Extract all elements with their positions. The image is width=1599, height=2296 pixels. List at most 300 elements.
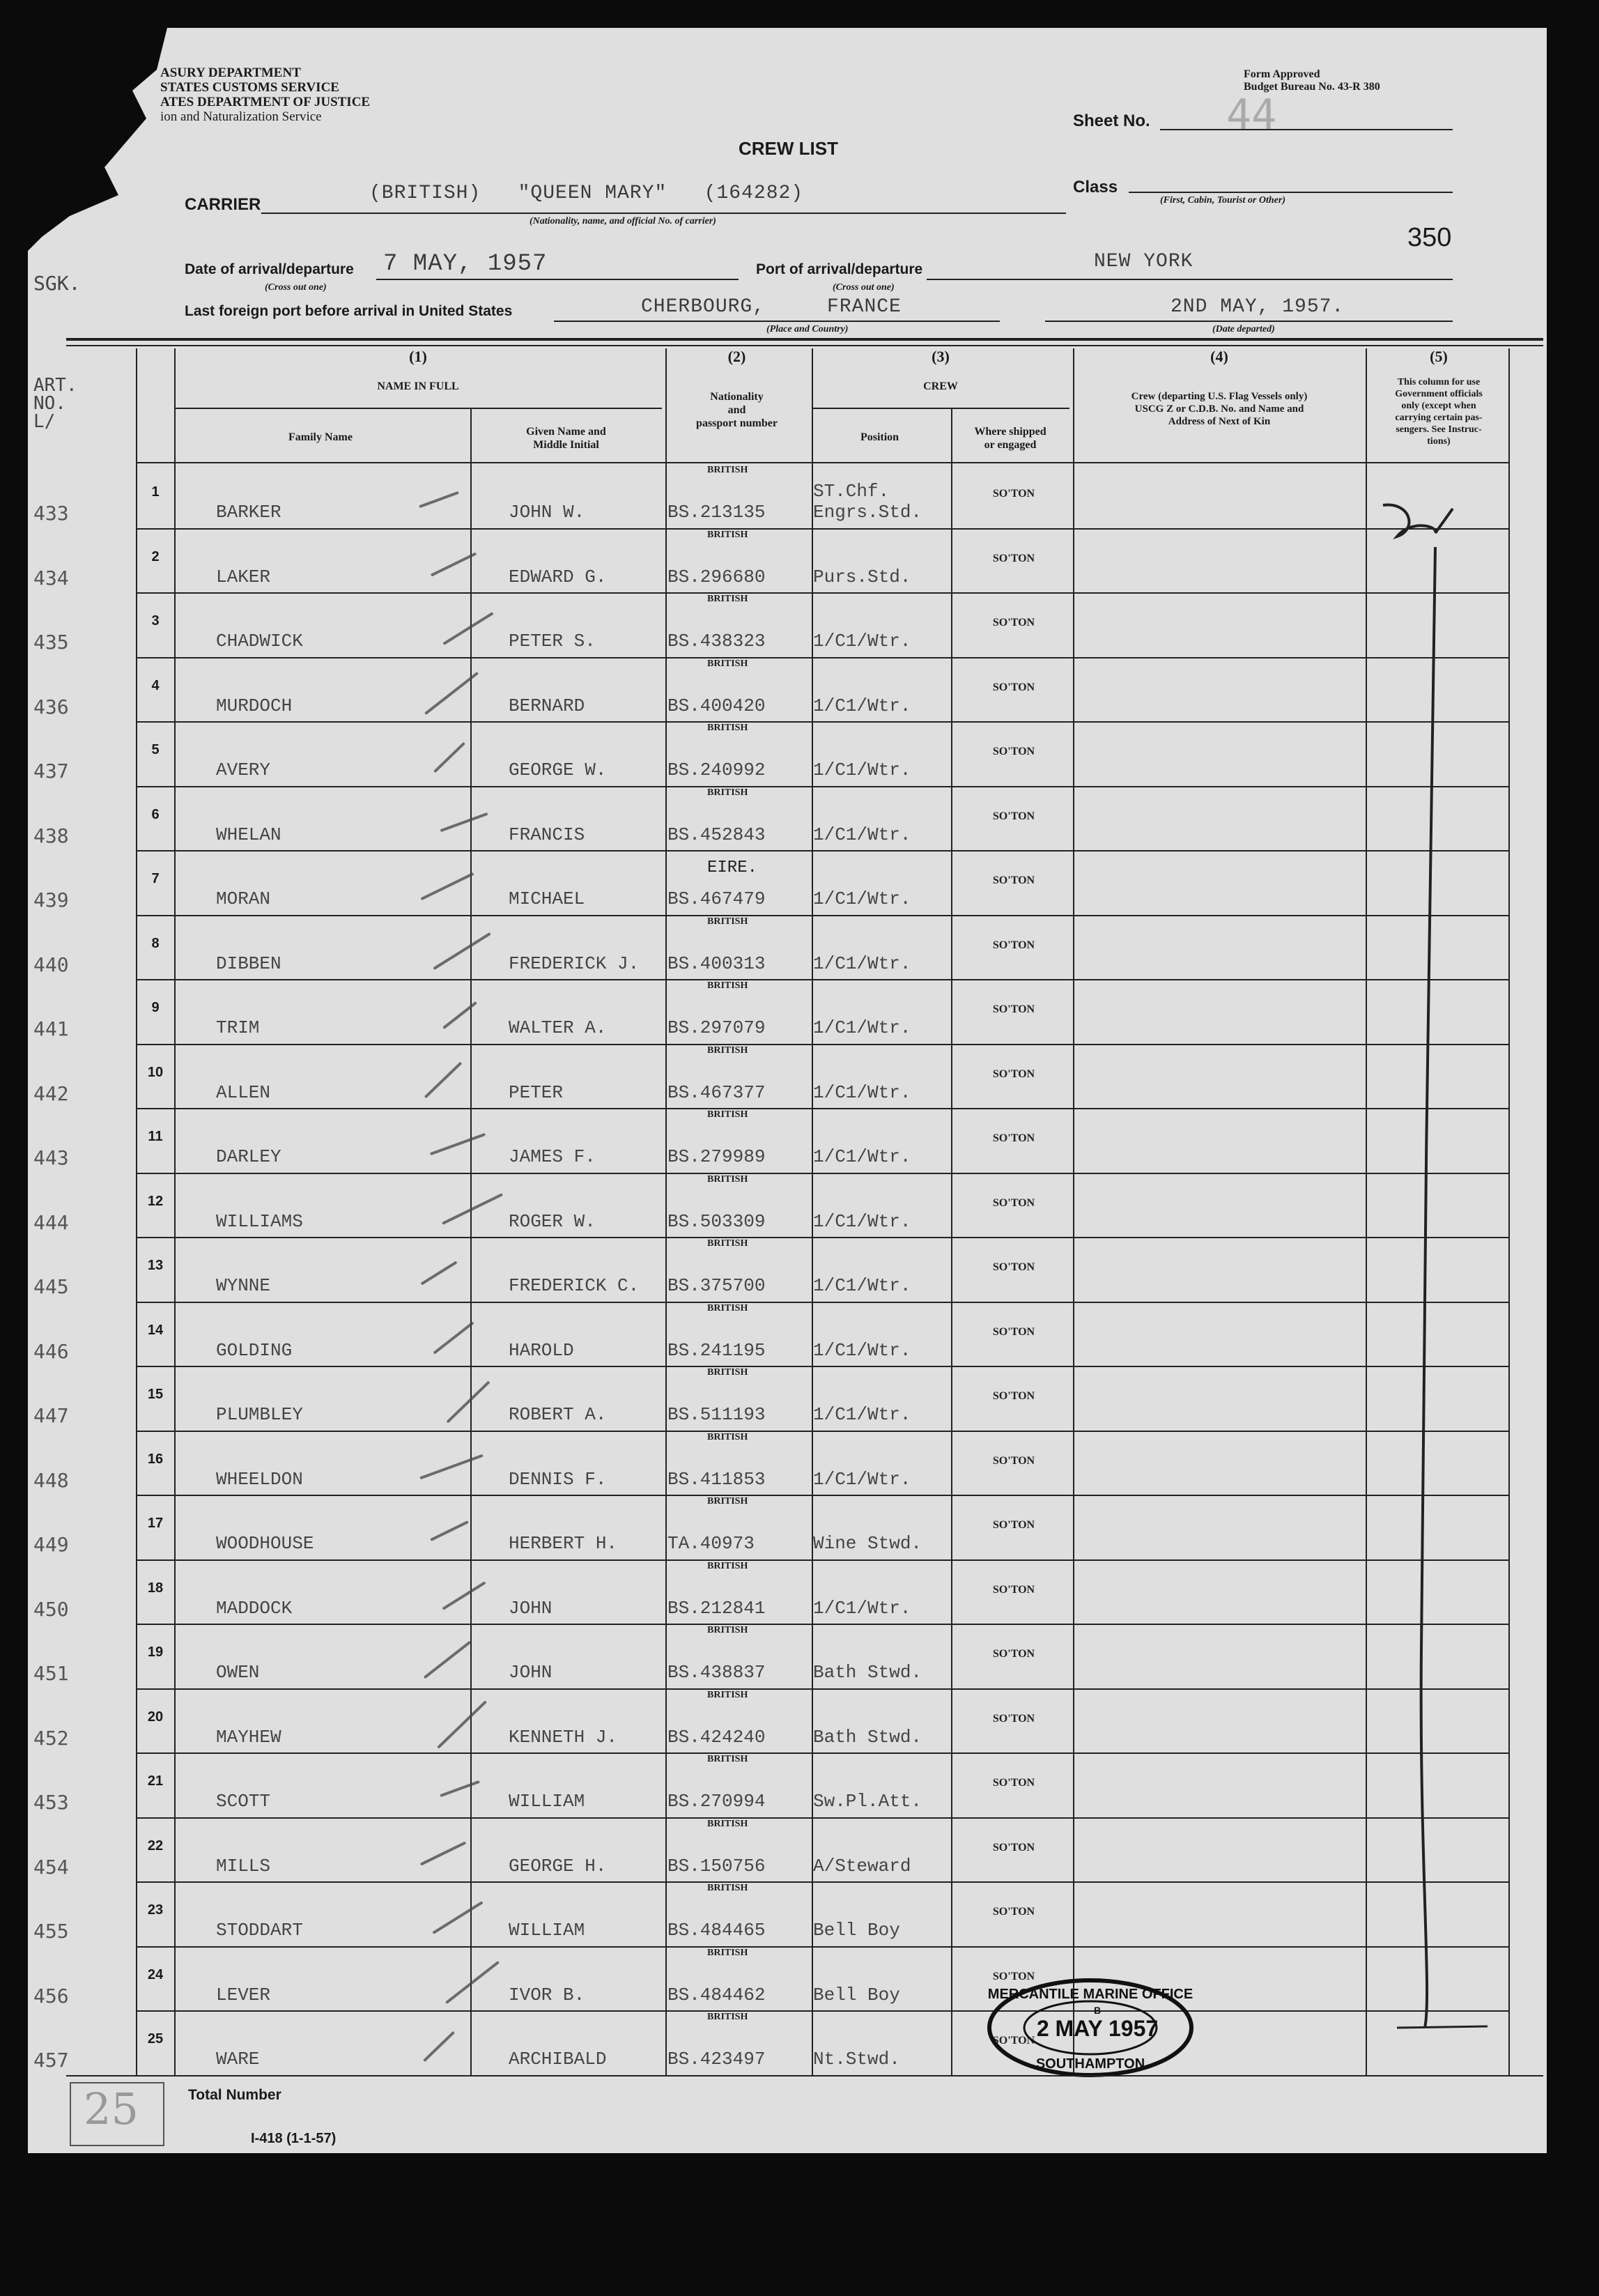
row-rule xyxy=(136,1366,1508,1367)
family-name-cell: AVERY xyxy=(216,760,271,780)
nationality-header: Nationality and passport number xyxy=(696,391,778,429)
check-mark xyxy=(419,1454,484,1479)
nationality-cell: BRITISH xyxy=(707,1947,748,1958)
table-top-rule-2 xyxy=(66,345,1543,346)
class-label: Class xyxy=(1073,178,1118,197)
passport-number-cell: BS.400313 xyxy=(667,953,766,974)
family-name-cell: SCOTT xyxy=(216,1791,271,1812)
crew-header: CREW xyxy=(923,380,958,392)
row-number: 24 xyxy=(147,1966,164,1982)
row-number: 20 xyxy=(147,1709,164,1725)
column-rule xyxy=(174,348,176,2075)
crew-header-rule xyxy=(812,408,1069,409)
given-name-cell: EDWARD G. xyxy=(509,566,607,587)
check-mark xyxy=(430,1520,469,1541)
date-departed-value: 2ND MAY, 1957. xyxy=(1171,296,1345,318)
check-mark xyxy=(423,2031,455,2063)
sgk-mark: SGK. xyxy=(33,272,81,295)
nationality-cell: BRITISH xyxy=(707,723,748,733)
family-name-cell: CHADWICK xyxy=(216,631,303,652)
cross-out-note-1: (Cross out one) xyxy=(265,282,327,293)
check-mark xyxy=(424,1061,463,1098)
date-departed-note: (Date departed) xyxy=(1212,324,1275,334)
art-number: 456 xyxy=(33,1984,69,2008)
given-name-cell: DENNIS F. xyxy=(509,1468,607,1490)
check-mark xyxy=(442,1193,503,1225)
where-shipped-cell: SO'TON xyxy=(992,681,1035,693)
given-name-cell: GEORGE W. xyxy=(509,760,607,780)
where-shipped-cell: SO'TON xyxy=(992,1325,1035,1338)
where-shipped-cell: SO'TON xyxy=(992,1132,1035,1144)
footer-rule xyxy=(66,2075,1543,2077)
position-cell: 1/C1/Wtr. xyxy=(813,1017,911,1038)
nationality-cell: BRITISH xyxy=(707,1045,748,1056)
given-name-cell: JOHN xyxy=(509,1662,553,1683)
check-mark xyxy=(433,742,465,773)
carrier-value: (BRITISH) "QUEEN MARY" (164282) xyxy=(369,183,804,204)
row-rule xyxy=(136,850,1508,852)
given-name-cell: FREDERICK C. xyxy=(509,1275,640,1296)
nationality-cell: BRITISH xyxy=(707,1818,748,1829)
cross-out-note-2: (Cross out one) xyxy=(833,282,895,293)
total-label: Total Number xyxy=(188,2087,281,2103)
given-name-cell: FREDERICK J. xyxy=(509,953,640,974)
row-number: 6 xyxy=(151,806,160,822)
art-number: 446 xyxy=(33,1339,69,1363)
where-shipped-cell: SO'TON xyxy=(992,1777,1035,1789)
class-line xyxy=(1129,192,1453,193)
art-number: 450 xyxy=(33,1597,69,1621)
nationality-cell: BRITISH xyxy=(707,465,748,475)
position-cell: 1/C1/Wtr. xyxy=(813,1597,911,1619)
family-name-cell: PLUMBLEY xyxy=(216,1404,303,1425)
where-shipped-cell: SO'TON xyxy=(992,1712,1035,1725)
row-number: 25 xyxy=(147,2031,164,2047)
passport-number-cell: BS.467479 xyxy=(667,888,766,909)
passport-number-cell: BS.240992 xyxy=(667,760,766,780)
family-name-cell: WOODHOUSE xyxy=(216,1533,314,1554)
passport-number-cell: BS.150756 xyxy=(667,1855,766,1877)
header-bottom-rule xyxy=(136,462,1508,463)
art-number: 434 xyxy=(33,566,69,590)
date-departed-line xyxy=(1045,321,1453,322)
col1-number: (1) xyxy=(409,348,427,365)
port-label: Port of arrival/departure xyxy=(756,261,923,277)
nationality-cell: BRITISH xyxy=(707,787,748,798)
table-top-rule xyxy=(66,338,1543,341)
col4-number: (4) xyxy=(1210,348,1228,365)
family-name-cell: WILLIAMS xyxy=(216,1210,303,1232)
nationality-cell: BRITISH xyxy=(707,1496,748,1507)
family-name-cell: BARKER xyxy=(216,502,281,523)
row-number: 2 xyxy=(151,548,160,564)
passport-number-cell: BS.296680 xyxy=(667,566,766,587)
passport-number-cell: BS.503309 xyxy=(667,1210,766,1232)
nationality-cell: BRITISH xyxy=(707,658,748,669)
position-cell: Nt.Stwd. xyxy=(813,2049,900,2070)
position-cell: 1/C1/Wtr. xyxy=(813,1404,911,1425)
family-name-cell: WARE xyxy=(216,2049,260,2070)
art-number: 443 xyxy=(33,1146,69,1169)
nationality-cell: BRITISH xyxy=(707,916,748,927)
position-cell: ST.Chf. Engrs.Std. xyxy=(813,481,922,523)
position-cell: 1/C1/Wtr. xyxy=(813,760,911,780)
stamp-location: SOUTHAMPTON xyxy=(1035,2056,1145,2072)
row-number: 17 xyxy=(147,1516,164,1531)
given-name-cell: ROGER W. xyxy=(509,1210,596,1232)
where-shipped-cell: SO'TON xyxy=(992,1648,1035,1660)
art-number: 455 xyxy=(33,1920,69,1943)
row-rule xyxy=(136,1817,1508,1819)
row-rule xyxy=(136,721,1508,723)
family-name-cell: WHELAN xyxy=(216,824,281,845)
row-rule xyxy=(136,979,1508,980)
total-handwritten: 25 xyxy=(84,2083,139,2134)
last-port-label: Last foreign port before arrival in United States xyxy=(185,303,513,319)
row-number: 5 xyxy=(151,742,160,757)
page-title: CREW LIST xyxy=(739,138,838,159)
position-cell: 1/C1/Wtr. xyxy=(813,1468,911,1490)
family-name-cell: LAKER xyxy=(216,566,271,587)
where-shipped-cell: SO'TON xyxy=(992,875,1035,886)
given-name-cell: JAMES F. xyxy=(509,1146,596,1167)
form-approved: Form Approved Budget Bureau No. 43-R 380 xyxy=(1244,68,1380,93)
stamp-b: B xyxy=(1093,2005,1102,2016)
family-name-cell: GOLDING xyxy=(216,1339,293,1361)
column-rule xyxy=(1073,348,1074,2075)
row-rule xyxy=(136,1237,1508,1238)
position-cell: Bath Stwd. xyxy=(813,1662,922,1683)
check-mark xyxy=(442,1581,486,1610)
row-rule xyxy=(136,915,1508,916)
row-number: 1 xyxy=(151,484,160,500)
passport-number-cell: BS.279989 xyxy=(667,1146,766,1167)
row-number: 8 xyxy=(151,935,160,951)
col2-number: (2) xyxy=(727,348,746,365)
passport-number-cell: BS.484462 xyxy=(667,1984,766,2005)
family-name-cell: ALLEN xyxy=(216,1081,271,1103)
row-number: 4 xyxy=(151,677,160,693)
family-name-cell: OWEN xyxy=(216,1662,260,1683)
nationality-cell: BRITISH xyxy=(707,1560,748,1571)
row-rule xyxy=(136,1624,1508,1625)
position-cell: 1/C1/Wtr. xyxy=(813,631,911,652)
row-rule xyxy=(136,1881,1508,1883)
position-cell: Bell Boy xyxy=(813,1920,900,1941)
passport-number-cell: BS.438837 xyxy=(667,1662,766,1683)
given-name-cell: BERNARD xyxy=(509,695,585,716)
row-number: 19 xyxy=(147,1644,164,1660)
row-number: 14 xyxy=(147,1322,164,1338)
passport-number-cell: BS.411853 xyxy=(667,1468,766,1490)
row-rule xyxy=(136,657,1508,658)
passport-number-cell: BS.424240 xyxy=(667,1726,766,1748)
given-name-header: Given Name and Middle Initial xyxy=(526,426,606,451)
family-name-header: Family Name xyxy=(288,431,353,443)
where-shipped-cell: SO'TON xyxy=(992,617,1035,629)
family-name-cell: DARLEY xyxy=(216,1146,281,1167)
nationality-cell: BRITISH xyxy=(707,1238,748,1249)
art-number: 442 xyxy=(33,1081,69,1105)
position-cell: 1/C1/Wtr. xyxy=(813,695,911,716)
row-rule xyxy=(136,1688,1508,1690)
port-value: NEW YORK xyxy=(1094,251,1194,272)
position-cell: A/Steward xyxy=(813,1855,911,1877)
given-name-cell: FRANCIS xyxy=(509,824,585,845)
row-rule xyxy=(136,1044,1508,1045)
nationality-cell: BRITISH xyxy=(707,1367,748,1378)
nationality-cell: BRITISH xyxy=(707,1302,748,1313)
row-rule xyxy=(136,786,1508,787)
row-rule xyxy=(136,1302,1508,1303)
row-number: 13 xyxy=(147,1258,164,1273)
check-mark xyxy=(437,1700,487,1749)
nationality-cell: BRITISH xyxy=(707,594,748,604)
last-port-value: CHERBOURG, FRANCE xyxy=(641,296,902,318)
where-shipped-cell: SO'TON xyxy=(992,2035,1035,2047)
family-name-cell: MILLS xyxy=(216,1855,271,1877)
nationality-cell: BRITISH xyxy=(707,1173,748,1185)
crew-departing-header: Crew (departing U.S. Flag Vessels only) USCG Z or C.D.B. No. and Name and Address of Next of Kin xyxy=(1131,391,1308,427)
art-number: 449 xyxy=(33,1533,69,1556)
art-number: 444 xyxy=(33,1210,69,1234)
family-name-cell: LEVER xyxy=(216,1984,271,2005)
passport-number-cell: BS.297079 xyxy=(667,1017,766,1038)
col5-number: (5) xyxy=(1430,348,1448,365)
family-name-cell: MADDOCK xyxy=(216,1597,293,1619)
check-mark xyxy=(420,1841,466,1865)
passport-number-cell: BS.375700 xyxy=(667,1275,766,1296)
art-number: 457 xyxy=(33,2049,69,2072)
art-number: 436 xyxy=(33,695,69,718)
form-number: I-418 (1-1-57) xyxy=(251,2131,337,2146)
row-number: 10 xyxy=(147,1064,164,1080)
row-number: 7 xyxy=(151,871,160,886)
row-rule xyxy=(136,528,1508,530)
name-in-full-header: NAME IN FULL xyxy=(377,380,459,392)
position-cell: 1/C1/Wtr. xyxy=(813,1339,911,1361)
given-name-cell: MICHAEL xyxy=(509,888,585,909)
passport-number-cell: BS.400420 xyxy=(667,695,766,716)
position-cell: Sw.Pl.Att. xyxy=(813,1791,922,1812)
check-mark xyxy=(432,1901,483,1934)
passport-number-cell: BS.484465 xyxy=(667,1920,766,1941)
art-number: 435 xyxy=(33,631,69,654)
check-mark xyxy=(420,872,474,900)
art-number: 441 xyxy=(33,1017,69,1040)
nationality-cell: BRITISH xyxy=(707,980,748,991)
art-number: 454 xyxy=(33,1855,69,1879)
given-name-cell: PETER S. xyxy=(509,631,596,652)
passport-number-cell: BS.452843 xyxy=(667,824,766,845)
family-name-cell: DIBBEN xyxy=(216,953,281,974)
col3-number: (3) xyxy=(932,348,950,365)
passport-number-cell: TA.40973 xyxy=(667,1533,755,1554)
art-no-header: ART. NO. L/ xyxy=(33,375,77,432)
where-shipped-cell: SO'TON xyxy=(992,1519,1035,1531)
last-port-line xyxy=(554,321,1000,322)
position-cell: Purs.Std. xyxy=(813,566,911,587)
passport-number-cell: BS.213135 xyxy=(667,502,766,523)
given-name-cell: GEORGE H. xyxy=(509,1855,607,1877)
sheet-number-handwritten: 44 xyxy=(1226,91,1277,139)
check-mark xyxy=(440,1780,480,1797)
art-number: 433 xyxy=(33,502,69,525)
where-shipped-cell: SO'TON xyxy=(992,1583,1035,1596)
where-shipped-cell: SO'TON xyxy=(992,1454,1035,1467)
row-rule xyxy=(136,592,1508,594)
port-line xyxy=(927,279,1453,280)
where-shipped-cell: SO'TON xyxy=(992,810,1035,822)
where-shipped-cell: SO'TON xyxy=(992,1261,1035,1273)
row-rule xyxy=(136,1431,1508,1432)
sheet-label: Sheet No. xyxy=(1073,111,1150,130)
position-cell: 1/C1/Wtr. xyxy=(813,1081,911,1103)
where-shipped-cell: SO'TON xyxy=(992,1906,1035,1918)
carrier-line xyxy=(261,213,1066,214)
where-shipped-cell: SO'TON xyxy=(992,1003,1035,1015)
row-number: 23 xyxy=(147,1902,164,1918)
row-number: 11 xyxy=(148,1129,163,1144)
nationality-cell: BRITISH xyxy=(707,1109,748,1120)
stamp-date: 2 MAY 1957 xyxy=(1036,2016,1159,2041)
family-name-cell: MORAN xyxy=(216,888,271,909)
row-rule xyxy=(136,1173,1508,1174)
nationality-cell: BRITISH xyxy=(707,1431,748,1442)
passport-number-cell: BS.423497 xyxy=(667,2049,766,2070)
art-number: 452 xyxy=(33,1726,69,1750)
arrival-date-value: 7 MAY, 1957 xyxy=(383,251,548,277)
check-mark xyxy=(430,1133,486,1155)
nationality-cell: BRITISH xyxy=(707,1625,748,1635)
official-signature-mark xyxy=(1369,463,1508,2066)
arrival-date-label: Date of arrival/departure xyxy=(185,261,354,277)
position-cell: 1/C1/Wtr. xyxy=(813,1275,911,1296)
crew-list-sheet xyxy=(28,28,1547,2153)
row-rule xyxy=(136,1108,1508,1109)
position-cell: 1/C1/Wtr. xyxy=(813,824,911,845)
given-name-cell: IVOR B. xyxy=(509,1984,585,2005)
given-name-cell: KENNETH J. xyxy=(509,1726,618,1748)
passport-number-cell: BS.212841 xyxy=(667,1597,766,1619)
position-cell: 1/C1/Wtr. xyxy=(813,1210,911,1232)
where-shipped-cell: SO'TON xyxy=(992,1068,1035,1080)
column-rule xyxy=(665,348,667,2075)
row-number: 9 xyxy=(151,1000,160,1015)
art-number: 438 xyxy=(33,824,69,847)
family-name-cell: TRIM xyxy=(216,1017,260,1038)
given-name-cell: JOHN W. xyxy=(509,502,585,523)
passport-number-cell: BS.241195 xyxy=(667,1339,766,1361)
nationality-cell: BRITISH xyxy=(707,529,748,540)
carrier-note: (Nationality, name, and official No. of carrier) xyxy=(530,216,716,226)
check-mark xyxy=(446,1380,490,1423)
art-number: 439 xyxy=(33,888,69,911)
column-rule xyxy=(1508,348,1510,2075)
column-rule xyxy=(1366,348,1367,2075)
row-number: 18 xyxy=(147,1580,164,1596)
where-shipped-cell: SO'TON xyxy=(992,1970,1035,1982)
row-number: 15 xyxy=(147,1387,164,1402)
position-cell: 1/C1/Wtr. xyxy=(813,888,911,909)
nationality-cell: EIRE. xyxy=(707,858,758,877)
where-shipped-cell: SO'TON xyxy=(992,1196,1035,1209)
position-cell: Bath Stwd. xyxy=(813,1726,922,1748)
check-mark xyxy=(433,932,491,969)
art-number: 448 xyxy=(33,1468,69,1492)
given-name-cell: HERBERT H. xyxy=(509,1533,618,1554)
row-rule xyxy=(136,1495,1508,1496)
position-cell: Wine Stwd. xyxy=(813,1533,922,1554)
given-name-cell: WALTER A. xyxy=(509,1017,607,1038)
nationality-cell: BRITISH xyxy=(707,2012,748,2022)
row-rule xyxy=(136,1946,1508,1948)
row-rule xyxy=(136,1752,1508,1754)
family-name-cell: WYNNE xyxy=(216,1275,271,1296)
passport-number-cell: BS.270994 xyxy=(667,1791,766,1812)
passport-number-cell: BS.467377 xyxy=(667,1081,766,1103)
art-number: 445 xyxy=(33,1275,69,1298)
row-number: 16 xyxy=(147,1451,164,1467)
given-name-cell: PETER xyxy=(509,1081,564,1103)
torn-corner xyxy=(28,28,202,258)
check-mark xyxy=(420,1261,457,1285)
row-rule xyxy=(136,1559,1508,1561)
name-header-rule xyxy=(174,408,662,409)
given-name-cell: HAROLD xyxy=(509,1339,574,1361)
art-number: 440 xyxy=(33,953,69,976)
check-mark xyxy=(442,1001,477,1029)
check-mark xyxy=(424,1641,472,1679)
check-mark xyxy=(445,1960,500,2003)
position-header: Position xyxy=(860,431,899,443)
check-mark xyxy=(419,491,459,508)
place-note: (Place and Country) xyxy=(766,324,849,334)
art-number: 447 xyxy=(33,1404,69,1427)
arrival-date-line xyxy=(376,279,739,280)
mercantile-marine-stamp xyxy=(979,1972,1209,2090)
officials-header: This column for use Government officials only (except when carrying certain pas- sengers. See Instruc- tions) xyxy=(1395,377,1483,447)
sheet-line xyxy=(1160,129,1453,130)
where-shipped-cell: SO'TON xyxy=(992,939,1035,951)
family-name-cell: WHEELDON xyxy=(216,1468,303,1490)
given-name-cell: ROBERT A. xyxy=(509,1404,607,1425)
class-note: (First, Cabin, Tourist or Other) xyxy=(1160,195,1285,206)
given-name-cell: ARCHIBALD xyxy=(509,2049,607,2070)
passport-number-cell: BS.511193 xyxy=(667,1404,766,1425)
where-shipped-cell: SO'TON xyxy=(992,746,1035,757)
row-number: 22 xyxy=(147,1837,164,1854)
where-shipped-cell: SO'TON xyxy=(992,1841,1035,1854)
column-rule xyxy=(136,348,137,2075)
where-shipped-header: Where shipped or engaged xyxy=(974,426,1046,451)
check-mark xyxy=(440,812,488,831)
nationality-cell: BRITISH xyxy=(707,1754,748,1764)
where-shipped-cell: SO'TON xyxy=(992,1390,1035,1402)
family-name-cell: MAYHEW xyxy=(216,1726,281,1748)
family-name-cell: MURDOCH xyxy=(216,695,293,716)
row-number: 21 xyxy=(147,1773,164,1789)
nationality-cell: BRITISH xyxy=(707,1689,748,1700)
art-number: 437 xyxy=(33,760,69,783)
stamp-office-text: MERCANTILE MARINE OFFICE xyxy=(987,1987,1194,2002)
nationality-cell: BRITISH xyxy=(707,1883,748,1893)
passport-number-cell: BS.438323 xyxy=(667,631,766,652)
position-cell: 1/C1/Wtr. xyxy=(813,1146,911,1167)
check-mark xyxy=(433,1321,474,1354)
where-shipped-cell: SO'TON xyxy=(992,552,1035,564)
row-number: 3 xyxy=(151,613,160,629)
